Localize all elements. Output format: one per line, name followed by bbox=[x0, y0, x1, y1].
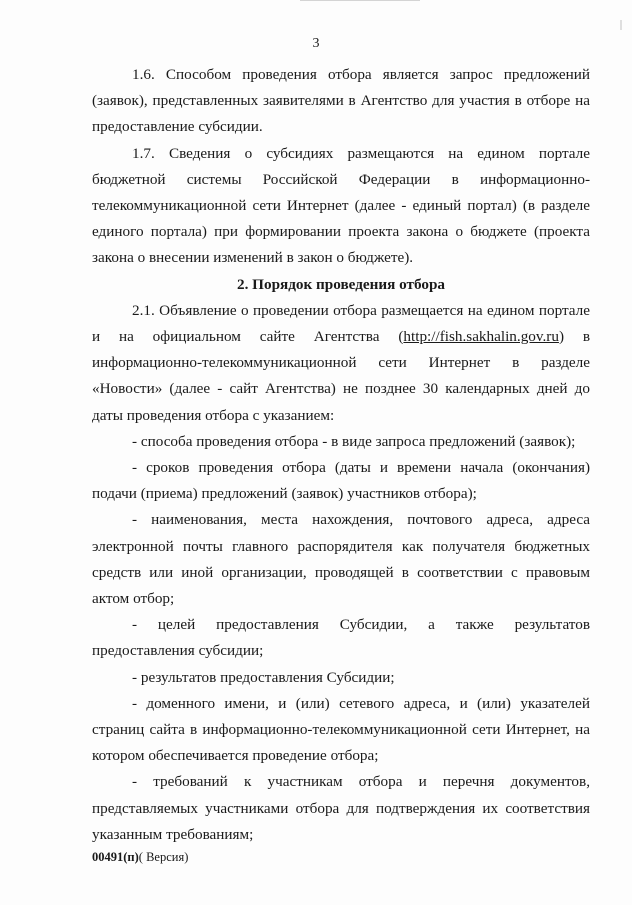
list-item: - сроков проведения отбора (даты и времени начала (окончания) подачи (приема) предложений (заявок) участников отбора); bbox=[92, 459, 590, 503]
list-item: - наименования, места нахождения, почтового адреса, адреса электронной почты главного распорядителя как получателя бюджетных средств или иной организации, проводящей в соответствии с правовым актом отбор; bbox=[92, 511, 590, 608]
scan-artifact-top bbox=[300, 0, 420, 1]
section-2-heading: 2. Порядок проведения отбора bbox=[236, 275, 446, 293]
list-item: - результатов предоставления Субсидии; bbox=[132, 668, 395, 686]
paragraph-2-1-start: 2.1. Объявление о проведении отбора размещается на едином портале и на официальном сайте Агентства ( bbox=[92, 301, 590, 346]
agency-website-link[interactable]: http://fish.sakhalin.gov.ru bbox=[403, 328, 559, 346]
document-footer bbox=[92, 850, 188, 865]
page-number: 3 bbox=[312, 36, 320, 51]
paragraph-2-1 bbox=[92, 298, 590, 429]
paragraph-1-6: 1.6. Способом проведения отбора является запрос предложений (заявок), представленных заявителями в Агентство для участия в отборе на предоставление субсидии. bbox=[92, 66, 590, 136]
scan-artifact-right bbox=[620, 20, 622, 30]
list-item: - целей предоставления Субсидии, а также результатов предоставления субсидии; bbox=[92, 616, 590, 660]
document-body bbox=[92, 62, 590, 848]
list-item: - доменного имени, и (или) сетевого адреса, и (или) указателей страниц сайта в информационно-телекоммуникационной сети Интернет, на котором обеспечивается проведение отбора; bbox=[92, 694, 590, 765]
list-item: - требований к участникам отбора и перечня документов, представляемых участниками отбора для подтверждения их соответствия указанным требованиям; bbox=[92, 773, 590, 843]
document-version: ( Версия) bbox=[138, 850, 189, 864]
paragraph-2-1-end: ) в информационно-телекоммуникационной сети Интернет в разделе «Новости» (далее - сайт Агентства) не позднее 30 календарных дней до даты проведения отбора с указанием: bbox=[92, 328, 590, 424]
document-code: 00491(п) bbox=[92, 850, 139, 864]
paragraph-1-7: 1.7. Сведения о субсидиях размещаются на едином портале бюджетной системы Российской Федерации в информационно-телекоммуникационной сети Интернет (далее - единый портал) (в разделе единого портала) при формировании проекта закона о бюджете (проекта закона о внесении изменений в закон о бюджете). bbox=[92, 144, 590, 267]
list-item: - способа проведения отбора - в виде запроса предложений (заявок); bbox=[132, 432, 576, 450]
